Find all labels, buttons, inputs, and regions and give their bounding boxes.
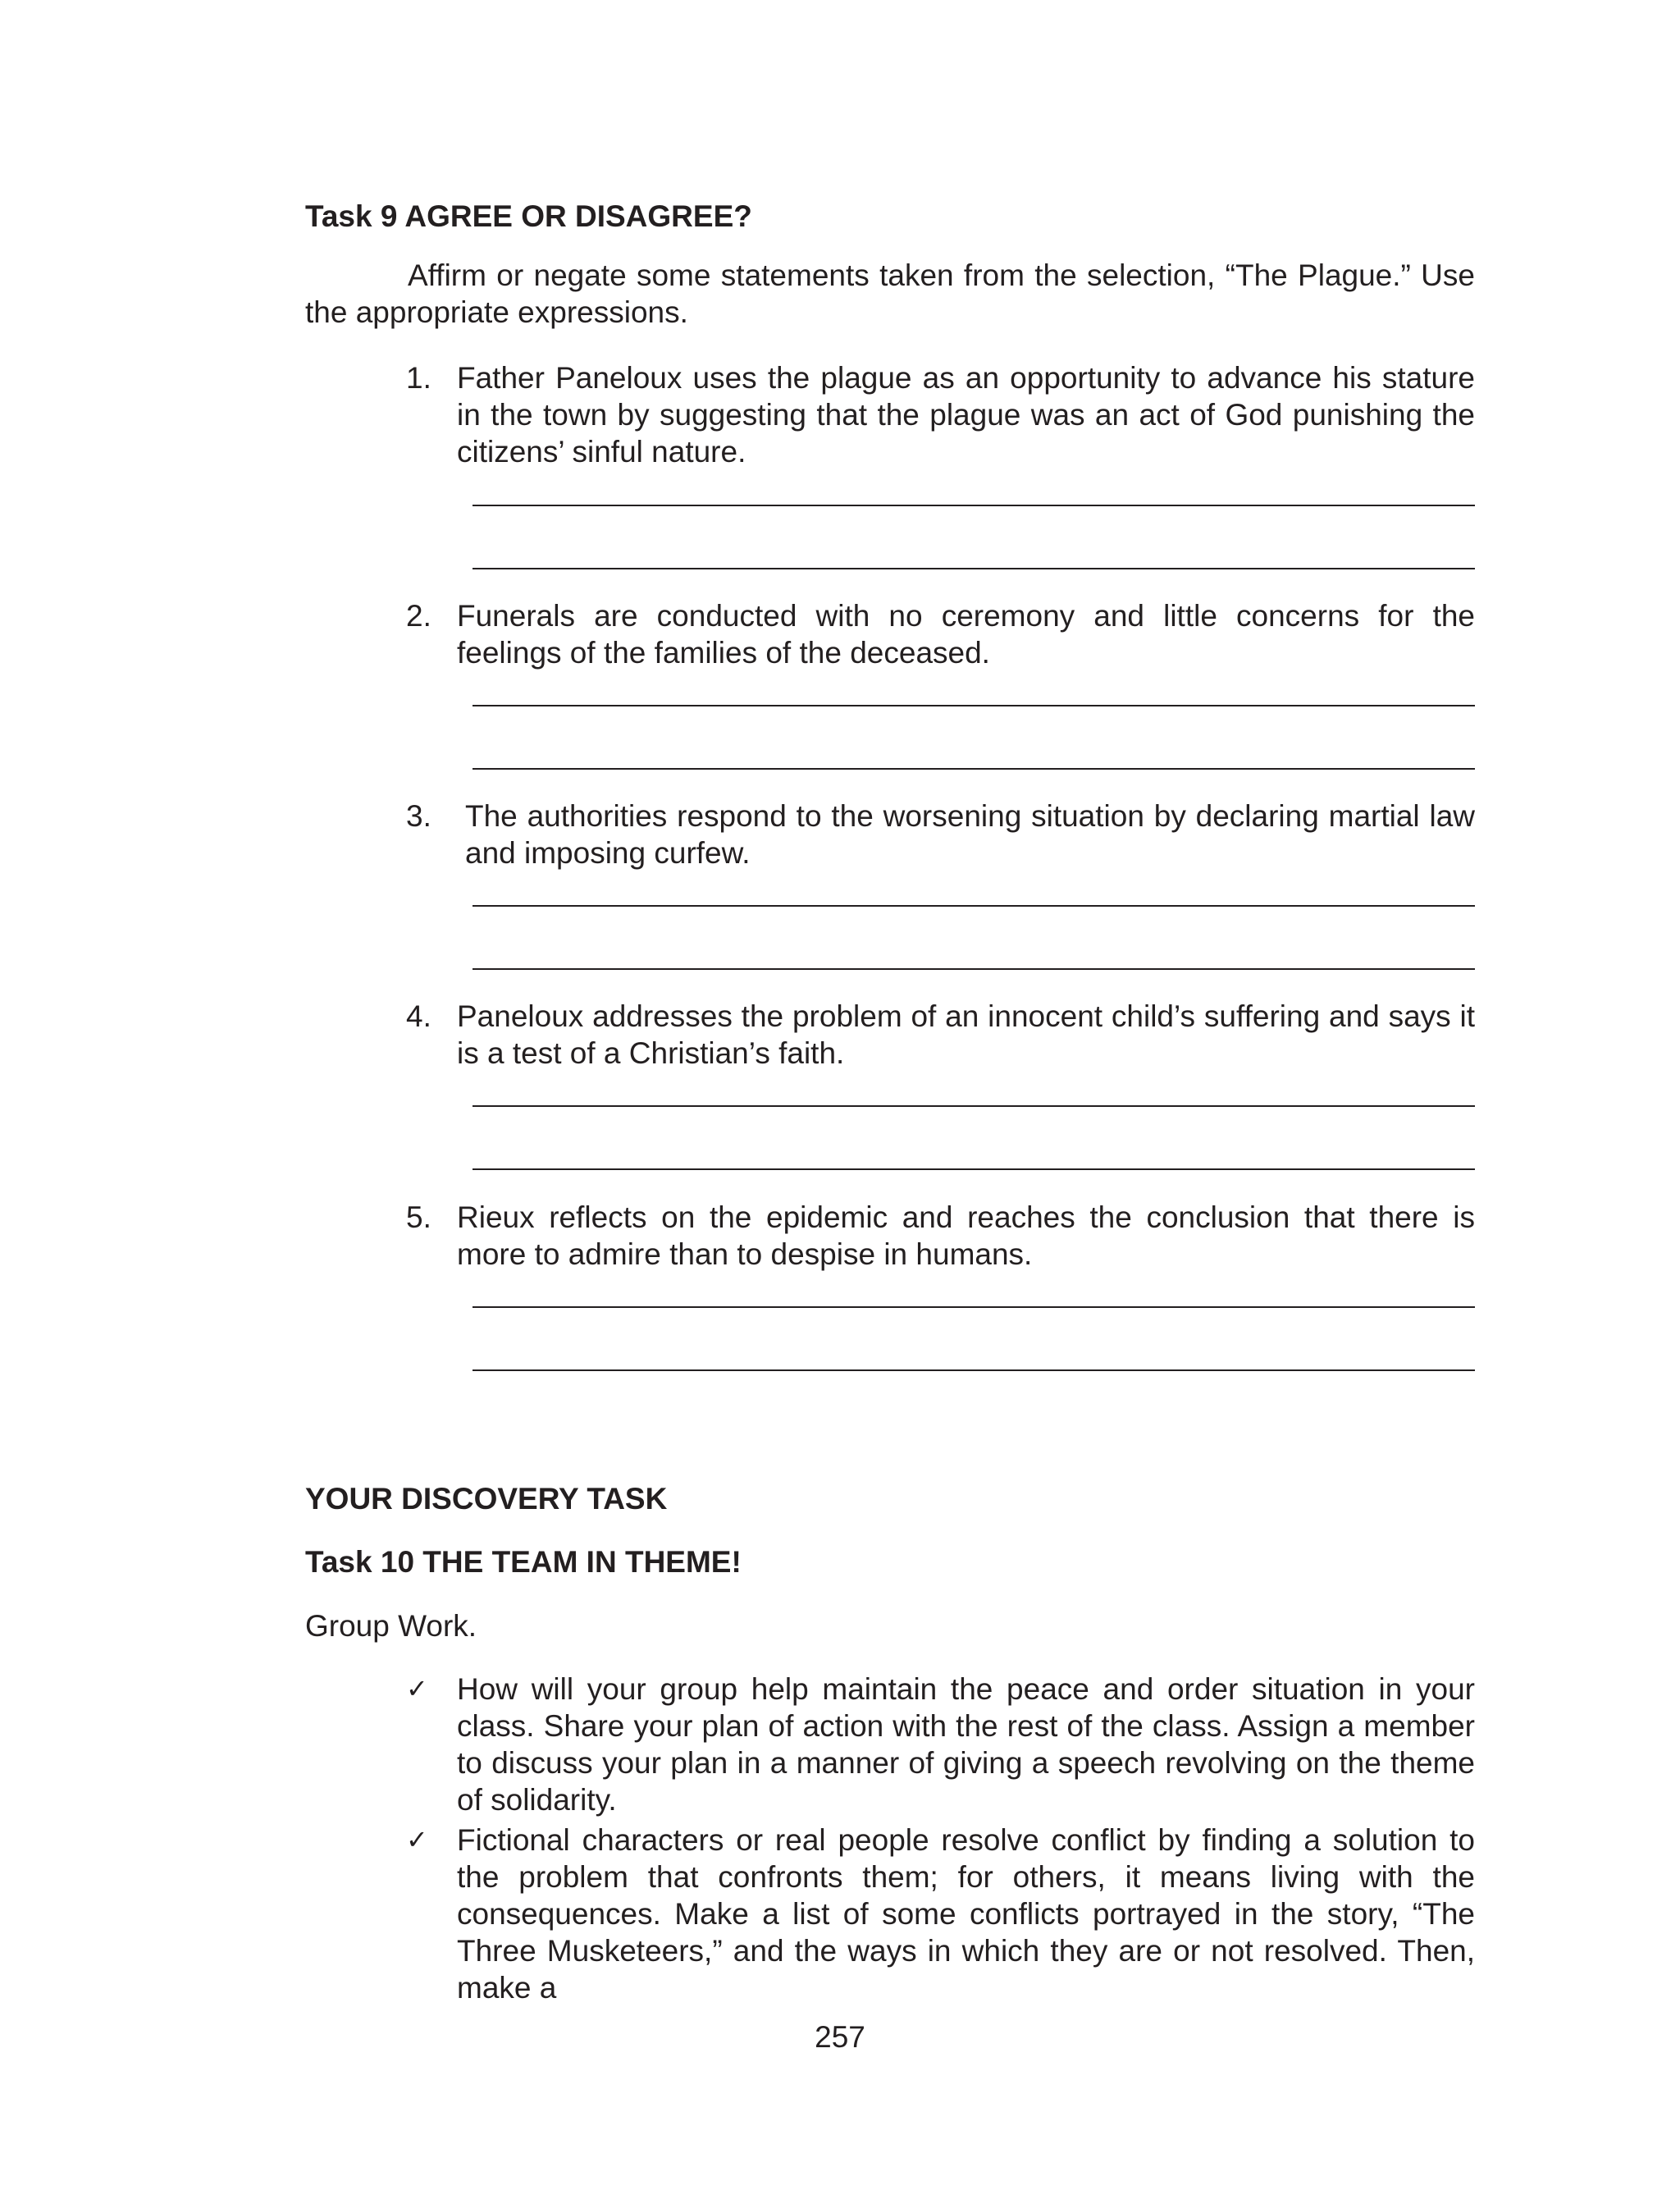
answer-line-4b[interactable]	[472, 1168, 1475, 1170]
item-text: Paneloux addresses the problem of an innocent child’s suffering and says it is a test of a Christian’s faith.	[457, 999, 1475, 1070]
checklist-text: How will your group help maintain the peace and order situation in your class. Share your plan of action with the rest of the class. Assign a member to discuss your plan in a manner of giving a speech revolving on the theme of solidarity.	[457, 1672, 1475, 1817]
answer-line-4a[interactable]	[472, 1105, 1475, 1107]
answer-line-2b[interactable]	[472, 768, 1475, 770]
page-number: 257	[815, 2020, 865, 2054]
discovery-heading: YOUR DISCOVERY TASK	[305, 1482, 668, 1516]
statement-item-1	[406, 359, 1475, 474]
answer-line-5b[interactable]	[472, 1369, 1475, 1371]
item-number: 1.	[406, 361, 431, 395]
item-text: Funerals are conducted with no ceremony and little concerns for the feelings of the families of the deceased.	[457, 599, 1475, 670]
checklist-text: Fictional characters or real people resolve conflict by finding a solution to the problem that confronts them; for others, it means living with the consequences. Make a list of some conflicts portrayed in the story, “The Three Musketeers,” and the ways in which they are or not resolved. Then, make a	[457, 1823, 1475, 2005]
statement-item-5	[406, 1199, 1475, 1277]
answer-line-5a[interactable]	[472, 1306, 1475, 1308]
checklist-item-1	[406, 1671, 1475, 1817]
answer-line-3a[interactable]	[472, 905, 1475, 907]
item-number: 2.	[406, 599, 431, 633]
item-text: Father Paneloux uses the plague as an opportunity to advance his stature in the town by suggesting that the plague was an act of God punishing the citizens’ sinful nature.	[457, 361, 1475, 469]
statement-item-3	[406, 798, 1475, 876]
answer-line-3b[interactable]	[472, 968, 1475, 970]
task9-title: Task 9 AGREE OR DISAGREE?	[305, 199, 752, 233]
task10-title: Task 10 THE TEAM IN THEME!	[305, 1545, 742, 1579]
statement-item-2	[406, 597, 1475, 675]
item-number: 5.	[406, 1200, 431, 1234]
checkmark-icon: ✓	[406, 1824, 428, 1855]
task9-instructions: Affirm or negate some statements taken from the selection, “The Plague.” Use the appropriate expressions.	[305, 258, 1475, 329]
item-number: 4.	[406, 999, 431, 1033]
answer-line-2a[interactable]	[472, 705, 1475, 706]
checklist-item-2	[406, 1822, 1475, 2005]
item-text: Rieux reflects on the epidemic and reaches the conclusion that there is more to admire than to despise in humans.	[457, 1200, 1475, 1271]
answer-line-1a[interactable]	[472, 505, 1475, 506]
answer-line-1b[interactable]	[472, 568, 1475, 569]
item-number: 3.	[406, 799, 431, 833]
group-work-label: Group Work.	[305, 1609, 477, 1643]
item-text: The authorities respond to the worsening situation by declaring martial law and imposing curfew.	[465, 799, 1475, 870]
statement-item-4	[406, 998, 1475, 1076]
checkmark-icon: ✓	[406, 1673, 428, 1704]
